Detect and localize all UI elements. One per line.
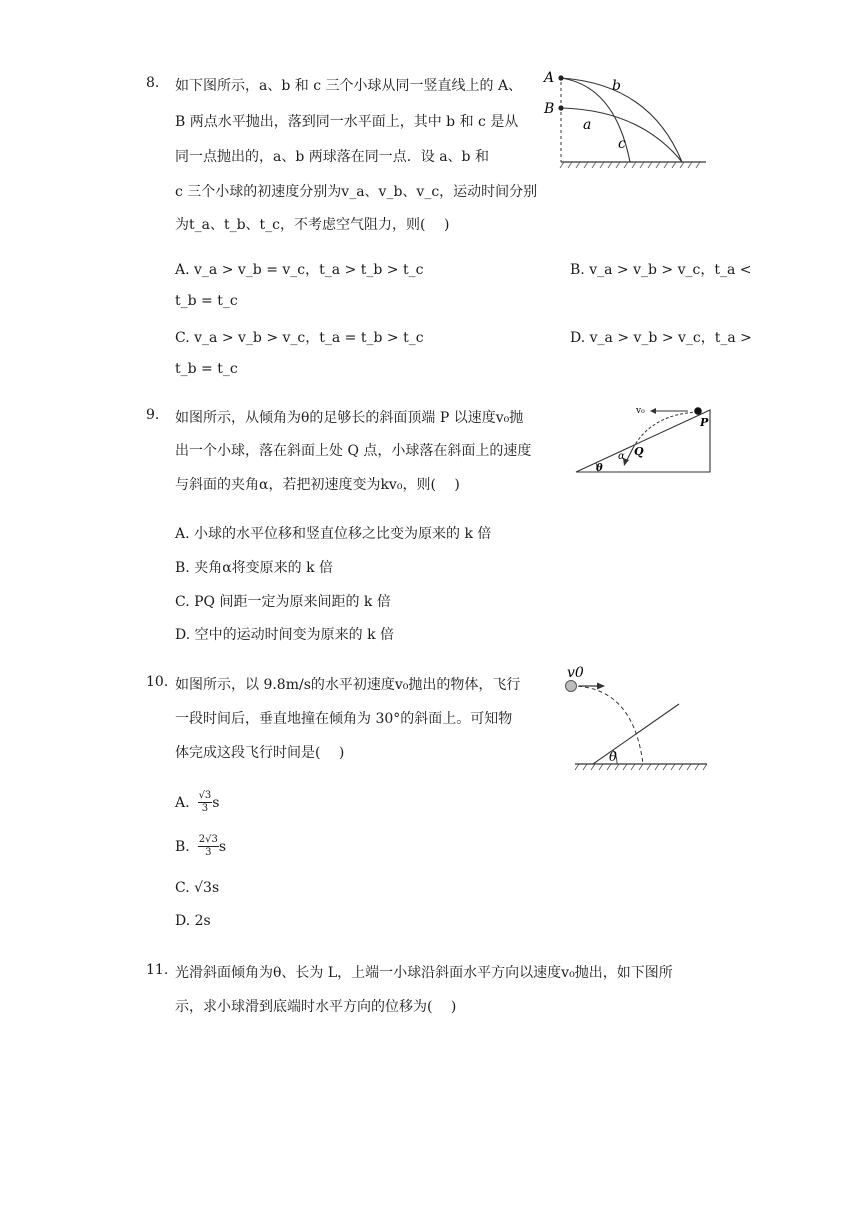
- question-number: 9.: [146, 407, 160, 423]
- fraction: [198, 790, 213, 815]
- option-d[interactable]: D. v_a > v_b > v_c，t_a >: [570, 330, 752, 346]
- unit: s: [218, 838, 227, 855]
- question-number: 8.: [146, 75, 160, 91]
- ball-at-p: [694, 407, 702, 415]
- fraction: [198, 834, 219, 859]
- stem-line: 与斜面的夹角α，若把初速度变为kv₀，则( ): [175, 477, 460, 493]
- option-a[interactable]: [175, 790, 219, 815]
- fraction-numerator: √3: [198, 790, 212, 801]
- label-theta: θ: [609, 750, 617, 765]
- incline-diagram-q10: [555, 660, 715, 772]
- option-b[interactable]: B. 夹角α将变原来的 k 倍: [175, 560, 334, 576]
- ground-hatch: [560, 162, 700, 168]
- option-a[interactable]: A. v_a > v_b = v_c，t_a > t_b > t_c: [175, 262, 424, 278]
- stem-line: 出一个小球，落在斜面上处 Q 点，小球落在斜面上的速度: [175, 443, 532, 459]
- stem-line: 如图所示，以 9.8m/s的水平初速度v₀抛出的物体，飞行: [175, 677, 521, 693]
- label-theta: θ: [596, 463, 603, 474]
- option-c[interactable]: C. PQ 间距一定为原来间距的 k 倍: [175, 594, 391, 610]
- option-b-continued: t_b = t_c: [175, 293, 238, 309]
- option-label: B.: [175, 838, 190, 855]
- trajectory-a: [561, 108, 682, 162]
- trajectory-dashed: [571, 686, 643, 764]
- stem-line: 如图所示，从倾角为θ的足够长的斜面顶端 P 以速度v₀抛: [175, 410, 524, 426]
- label-p: P: [700, 416, 709, 429]
- fraction-denominator: 3: [201, 803, 209, 814]
- question-number: 10.: [146, 674, 169, 690]
- stem-line: 如下图所示，a、b 和 c 三个小球从同一竖直线上的 A、: [175, 78, 523, 94]
- label-curve-b: b: [612, 78, 621, 94]
- stem-line: c 三个小球的初速度分别为v_a、v_b、v_c，运动时间分别: [175, 184, 538, 200]
- option-d-continued: t_b = t_c: [175, 361, 238, 377]
- point-b-dot: [558, 105, 563, 110]
- option-b[interactable]: [175, 834, 226, 859]
- option-c[interactable]: C. v_a > v_b > v_c，t_a = t_b > t_c: [175, 330, 424, 346]
- fraction-denominator: 3: [205, 847, 212, 858]
- label-point-a: A: [544, 70, 555, 86]
- arrow-head: [650, 408, 656, 414]
- ground-hatch: [575, 764, 707, 770]
- stem-line: 同一点抛出的，a、b 两球落在同一点．设 a、b 和: [175, 149, 489, 165]
- option-label: A.: [175, 794, 190, 811]
- point-a-dot: [558, 75, 563, 80]
- stem-line: 为t_a、t_b、t_c，不考虑空气阻力，则( ): [175, 217, 450, 233]
- stem-line: 光滑斜面倾角为θ、长为 L，上端一小球沿斜面水平方向以速度v₀抛出，如下图所: [175, 965, 673, 981]
- incline-diagram-q9: [570, 400, 715, 475]
- label-curve-c: c: [618, 136, 626, 152]
- option-d[interactable]: D. 空中的运动时间变为原来的 k 倍: [175, 627, 395, 643]
- stem-line: 体完成这段飞行时间是( ): [175, 745, 345, 761]
- question-number: 11.: [146, 962, 169, 978]
- label-curve-a: a: [583, 117, 592, 133]
- label-q: Q: [634, 445, 644, 458]
- option-c[interactable]: C. √3s: [175, 880, 220, 896]
- stem-line: 示，求小球滑到底端时水平方向的位移为( ): [175, 999, 457, 1015]
- label-v0: v₀: [636, 406, 645, 416]
- option-a[interactable]: A. 小球的水平位移和竖直位移之比变为原来的 k 倍: [175, 526, 492, 542]
- label-v0: v0: [567, 665, 584, 681]
- stem-line: 一段时间后，垂直地撞在倾角为 30°的斜面上。可知物: [175, 711, 513, 727]
- label-alpha: α: [618, 451, 625, 462]
- label-point-b: B: [544, 101, 555, 117]
- projectile-diagram-q8: [540, 66, 710, 176]
- ball: [566, 681, 577, 692]
- unit: s: [212, 794, 220, 811]
- stem-line: B 两点水平抛出，落到同一水平面上，其中 b 和 c 是从: [175, 114, 519, 130]
- arrow-head: [597, 683, 605, 690]
- option-b[interactable]: B. v_a > v_b > v_c，t_a <: [570, 262, 752, 278]
- option-d[interactable]: D. 2s: [175, 913, 211, 929]
- fraction-numerator: 2√3: [198, 834, 218, 845]
